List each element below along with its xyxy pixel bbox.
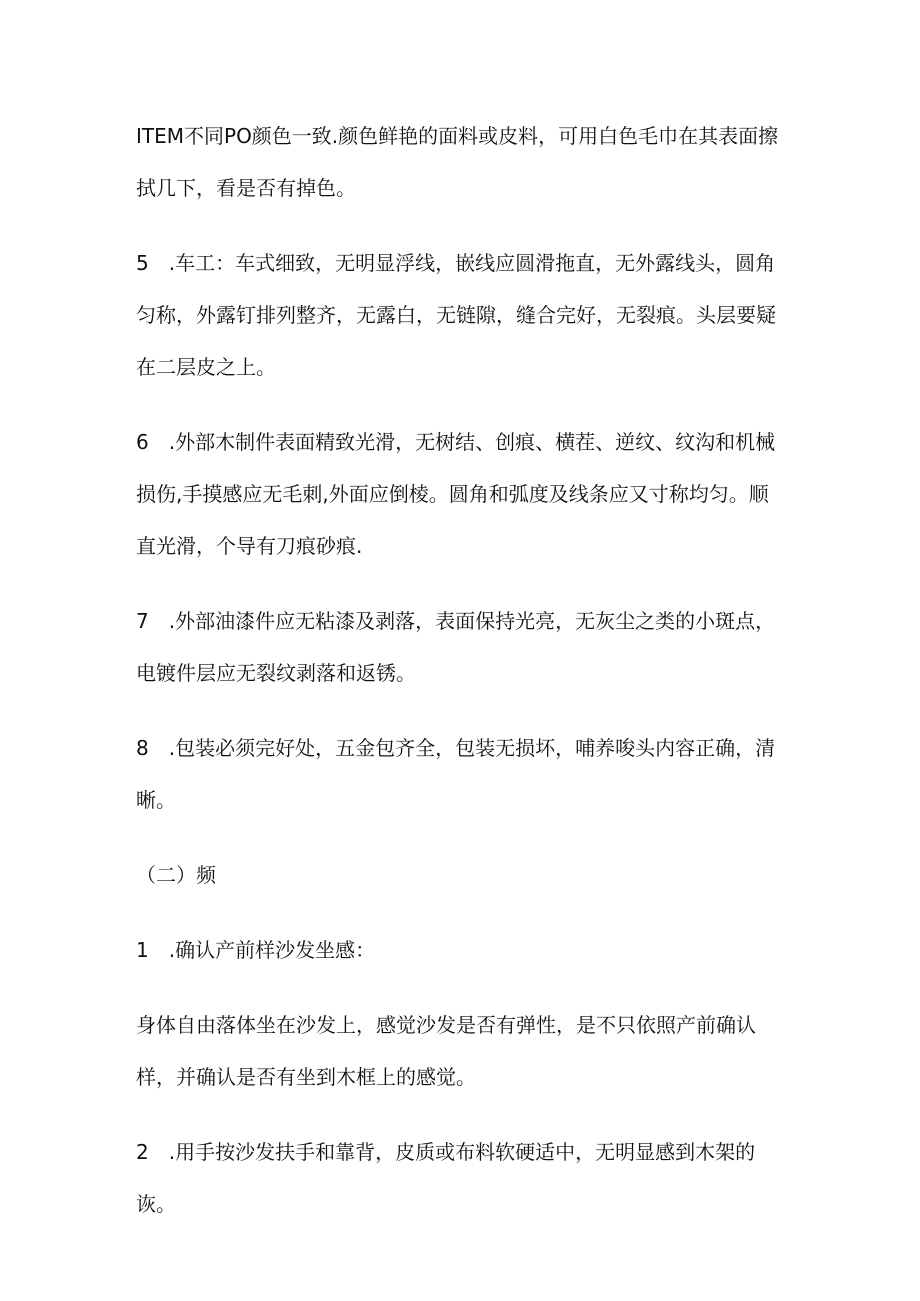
paragraph-color-fastness: ITEM不同PO颜色一致.颜色鲜艳的面料或皮料，可用白色毛巾在其表面擦拭几下，看是否有掉色。 (136, 124, 779, 200)
paragraph-item-6-wood-parts: 6 .外部木制件表面精致光滑，无树结、创痕、横茬、逆纹、纹沟和机械损伤,手摸感应无毛刺,外面应倒棱。圆角和弧度及线条应又寸称均匀。顺直光滑，个导有刀痕砂痕. (136, 430, 776, 558)
paragraph-sub-item-1: 1 .确认产前样沙发坐感： (136, 938, 376, 962)
section-heading-2: （二）频 (136, 863, 216, 887)
paragraph-sub-item-2: 2 .用手按沙发扶手和靠背，皮质或布料软硬适中，无明显感到木架的诙。 (136, 1140, 756, 1216)
paragraph-sit-test: 身体自由落体坐在沙发上，感觉沙发是否有弹性，是不只依照产前确认样，并确认是否有坐到木框上的感觉。 (136, 1013, 756, 1089)
document-body (136, 110, 786, 1253)
paragraph-item-5-sewing: 5 .车工：车式细致，无明显浮线，嵌线应圆滑拖直，无外露线头，圆角匀称，外露钉排列整齐，无露白，无链隙，缝合完好，无裂痕。头层要疑在二层皮之上。 (136, 251, 776, 379)
paragraph-item-8-packaging: 8 .包装必须完好处，五金包齐全，包装无损坏，哺养唆头内容正确，清晰。 (136, 736, 776, 812)
paragraph-item-7-paint-parts: 7 .外部油漆件应无粘漆及剥落，表面保持光亮，无灰尘之类的小斑点，电镀件层应无裂纹剥落和返锈。 (136, 609, 776, 685)
